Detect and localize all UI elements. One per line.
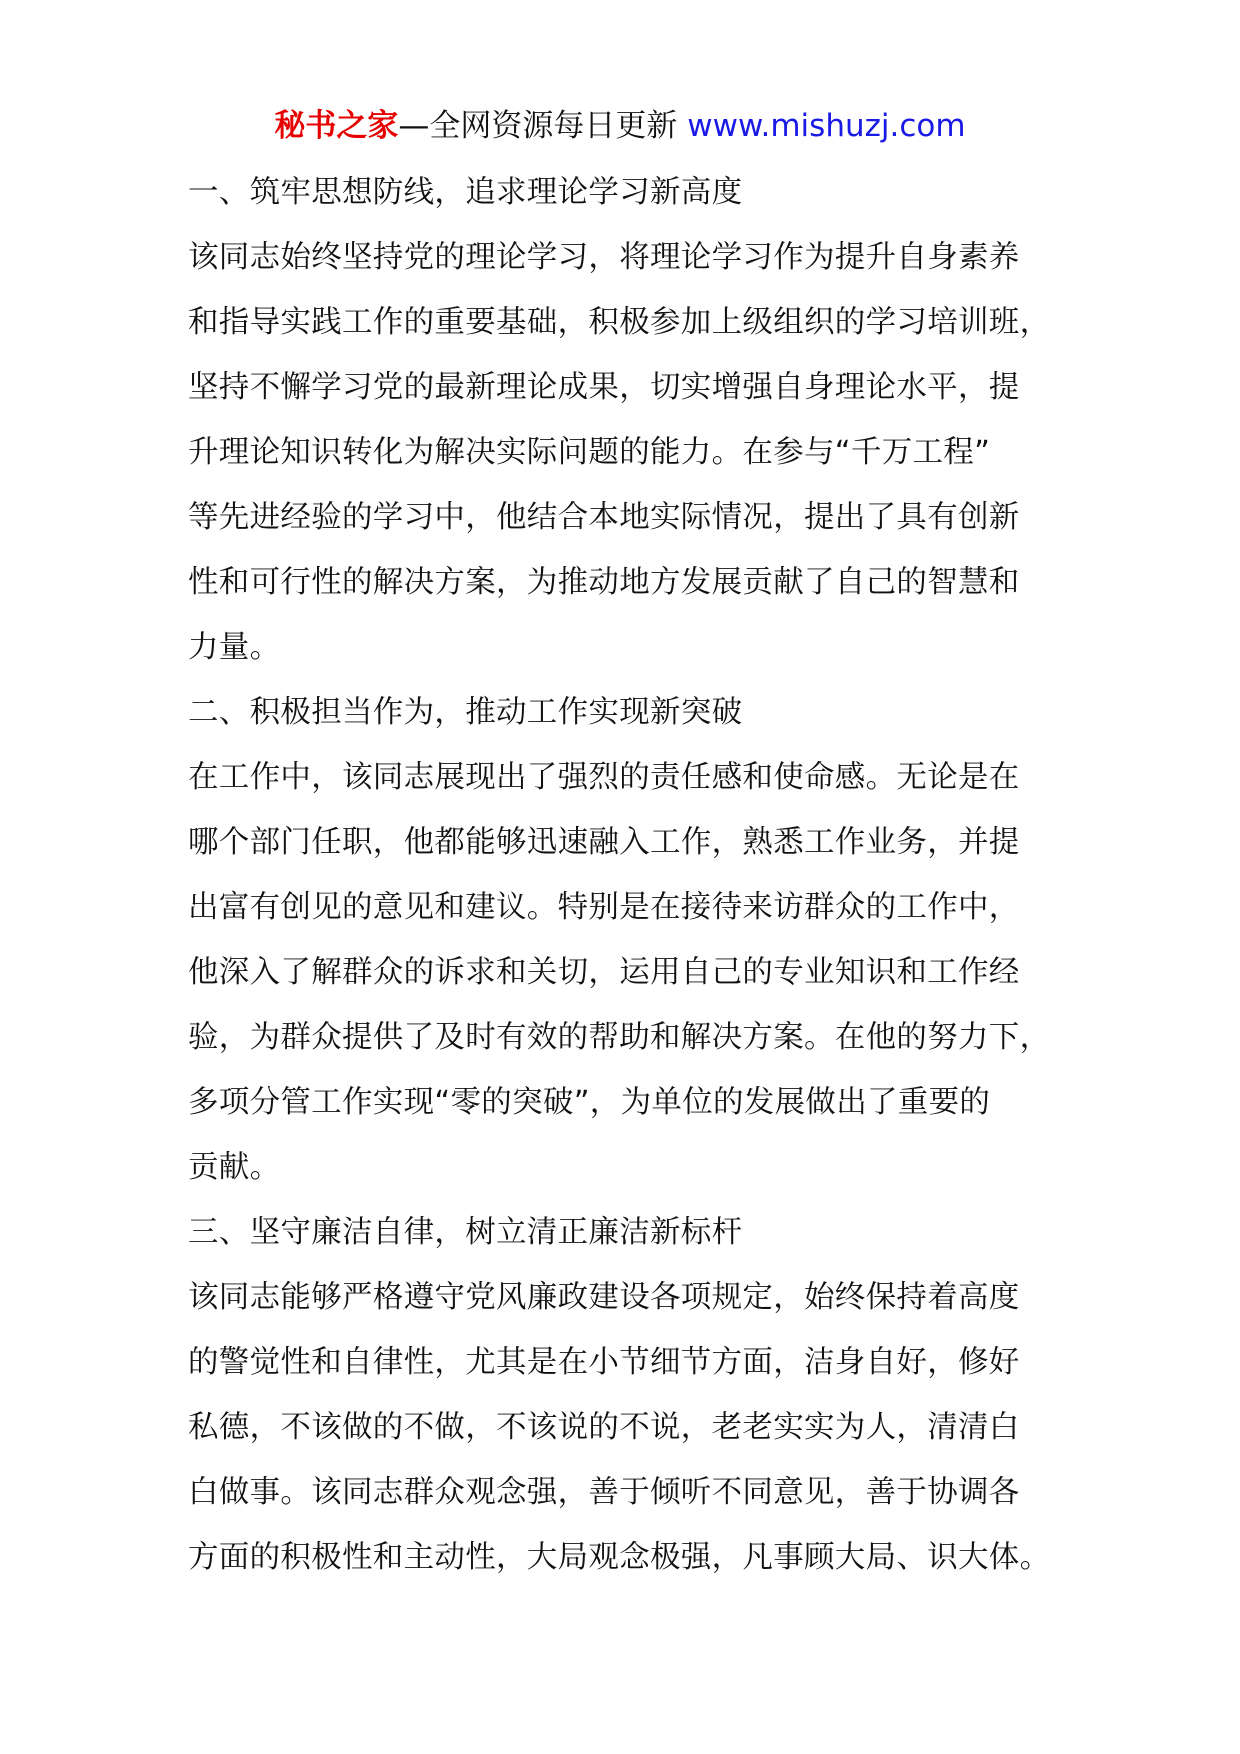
section-heading-1: 一、筑牢思想防线，追求理论学习新高度 <box>188 175 743 210</box>
body-line: 多项分管工作实现“零的突破”，为单位的发展做出了重要的 <box>188 1085 991 1120</box>
header-tagline: —全网资源每日更新 <box>398 108 688 144</box>
brand-name: 秘书之家 <box>274 108 399 144</box>
section-heading-3: 三、坚守廉洁自律，树立清正廉洁新标杆 <box>188 1215 743 1250</box>
body-line: 该同志能够严格遵守党风廉政建设各项规定，始终保持着高度 <box>188 1280 1020 1315</box>
body-line: 私德，不该做的不做，不该说的不说，老老实实为人，清清白 <box>188 1410 1020 1445</box>
body-line: 和指导实践工作的重要基础，积极参加上级组织的学习培训班， <box>188 305 1051 340</box>
body-line: 验，为群众提供了及时有效的帮助和解决方案。在他的努力下， <box>188 1020 1051 1055</box>
document-body <box>188 160 1088 1590</box>
body-line: 该同志始终坚持党的理论学习，将理论学习作为提升自身素养 <box>188 240 1020 275</box>
body-line: 在工作中，该同志展现出了强烈的责任感和使命感。无论是在 <box>188 760 1020 795</box>
body-line: 白做事。该同志群众观念强，善于倾听不同意见，善于协调各 <box>188 1475 1020 1510</box>
body-line: 他深入了解群众的诉求和关切，运用自己的专业知识和工作经 <box>188 955 1020 990</box>
body-line: 哪个部门任职，他都能够迅速融入工作，熟悉工作业务，并提 <box>188 825 1020 860</box>
body-line: 坚持不懈学习党的最新理论成果，切实增强自身理论水平，提 <box>188 370 1020 405</box>
section-heading-2: 二、积极担当作为，推动工作实现新突破 <box>188 695 743 730</box>
body-line: 的警觉性和自律性，尤其是在小节细节方面，洁身自好，修好 <box>188 1345 1020 1380</box>
site-header <box>0 98 1240 154</box>
body-line: 等先进经验的学习中，他结合本地实际情况，提出了具有创新 <box>188 500 1020 535</box>
body-line: 出富有创见的意见和建议。特别是在接待来访群众的工作中， <box>188 890 1020 925</box>
body-line: 力量。 <box>188 630 281 665</box>
body-line: 升理论知识转化为解决实际问题的能力。在参与“千万工程” <box>188 435 991 470</box>
site-url-link[interactable]: www.mishuzj.com <box>687 108 966 144</box>
body-line: 方面的积极性和主动性，大局观念极强，凡事顾大局、识大体。 <box>188 1540 1051 1575</box>
body-line: 贡献。 <box>188 1150 281 1185</box>
body-line: 性和可行性的解决方案，为推动地方发展贡献了自己的智慧和 <box>188 565 1020 600</box>
